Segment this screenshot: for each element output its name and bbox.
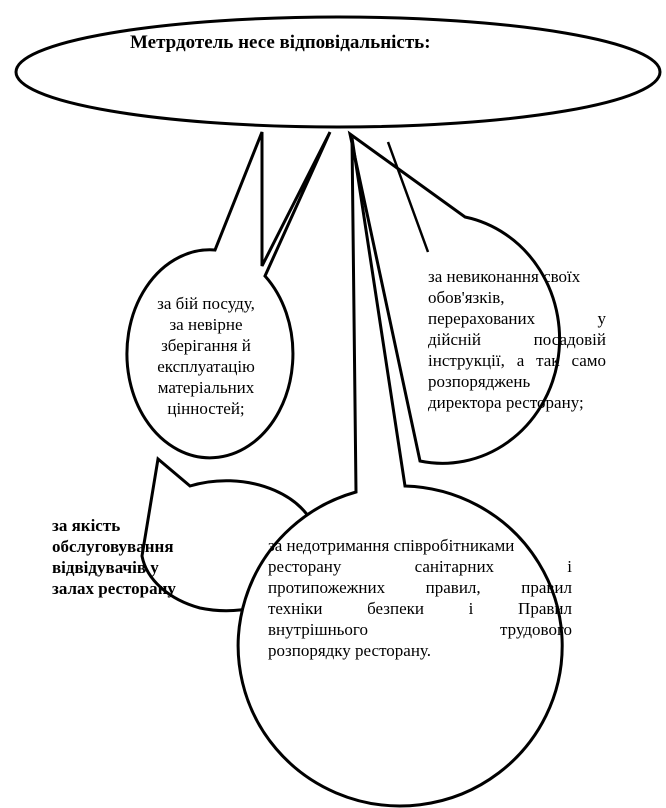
damage-line: за бій посуду, [157, 294, 255, 313]
damage-line: цінностей; [167, 399, 245, 418]
damage-line: зберігання й [161, 336, 251, 355]
rules-line: розпорядку ресторану. [268, 641, 431, 660]
duties-line: розпоряджень [428, 372, 531, 391]
damage-line: експлуатацію [157, 357, 255, 376]
rules-line: внутрішнього трудового [268, 620, 572, 639]
service-line: обслуговування [52, 537, 174, 556]
rules-line: протипожежних правил, правил [268, 578, 572, 597]
rules-line: за недотримання співробітниками [268, 536, 515, 555]
duties-line: перерахованих у [428, 309, 606, 328]
rules-line: техніки безпеки і Правил [268, 599, 572, 618]
service-text [52, 515, 202, 599]
duties-line: дійсній посадовій [428, 330, 606, 349]
rules-line: ресторану санітарних і [268, 557, 572, 576]
duties-text [428, 266, 606, 413]
duties-line: за невиконання своїх [428, 267, 581, 286]
duties-line: обов'язків, [428, 288, 505, 307]
damage-line: матеріальних [157, 378, 255, 397]
service-line: залах ресторану [52, 579, 176, 598]
duties-line: інструкції, а так само [428, 351, 606, 370]
service-line: відвідувачів у [52, 558, 159, 577]
duties-line: директора ресторану; [428, 393, 584, 412]
rules-text [268, 535, 572, 661]
damage-line: за невірне [169, 315, 243, 334]
service-line: за якість [52, 516, 121, 535]
damage-text [130, 293, 282, 419]
page-title: Метрдотель несе відповідальність: [130, 32, 431, 53]
